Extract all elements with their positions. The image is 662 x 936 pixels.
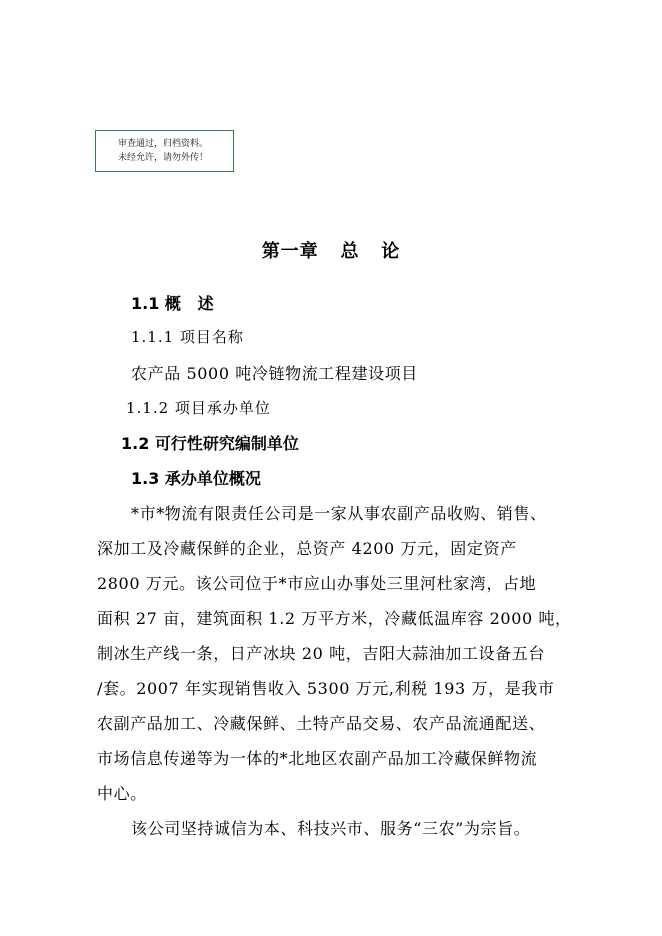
body-line: 市场信息传递等为一体的*北地区农副产品加工冷藏保鲜物流	[97, 749, 538, 768]
body-line: 该公司坚持诚信为本、科技兴市、服务“三农”为宗旨。	[131, 819, 531, 838]
project-name-text: 农产品 5000 吨冷链物流工程建设项目	[131, 364, 418, 383]
notice-line-2: 未经允许，请勿外传！	[118, 153, 209, 163]
section-heading-1-1: 1.1 概 述	[131, 294, 214, 313]
body-line: 2800 万元。该公司位于*市应山办事处三里河杜家湾，占地	[97, 574, 537, 593]
body-line: /套。2007 年实现销售收入 5300 万元,利税 193 万，是我市	[97, 679, 555, 698]
confidential-notice-stamp	[95, 130, 234, 172]
body-line: 中心。	[97, 784, 147, 803]
body-line: *市*物流有限责任公司是一家从事农副产品收购、销售、	[131, 504, 547, 523]
body-line: 深加工及冷藏保鲜的企业，总资产 4200 万元，固定资产	[97, 539, 517, 558]
body-line: 面积 27 亩，建筑面积 1.2 万平方米，冷藏低温库容 2000 吨，	[97, 609, 572, 628]
subsection-heading-1-1-2: 1.1.2 项目承办单位	[126, 399, 271, 417]
body-line: 农副产品加工、冷藏保鲜、土特产品交易、农产品流通配送、	[97, 714, 546, 733]
section-heading-1-2: 1.2 可行性研究编制单位	[121, 434, 299, 453]
subsection-heading-1-1-1: 1.1.1 项目名称	[131, 328, 244, 346]
body-line: 制冰生产线一条，日产冰块 20 吨，吉阳大蒜油加工设备五台	[97, 644, 545, 663]
section-heading-1-3: 1.3 承办单位概况	[131, 469, 261, 488]
chapter-title: 第一章 总 论	[261, 241, 401, 262]
notice-line-1: 审查通过，归档资料。	[118, 139, 209, 149]
